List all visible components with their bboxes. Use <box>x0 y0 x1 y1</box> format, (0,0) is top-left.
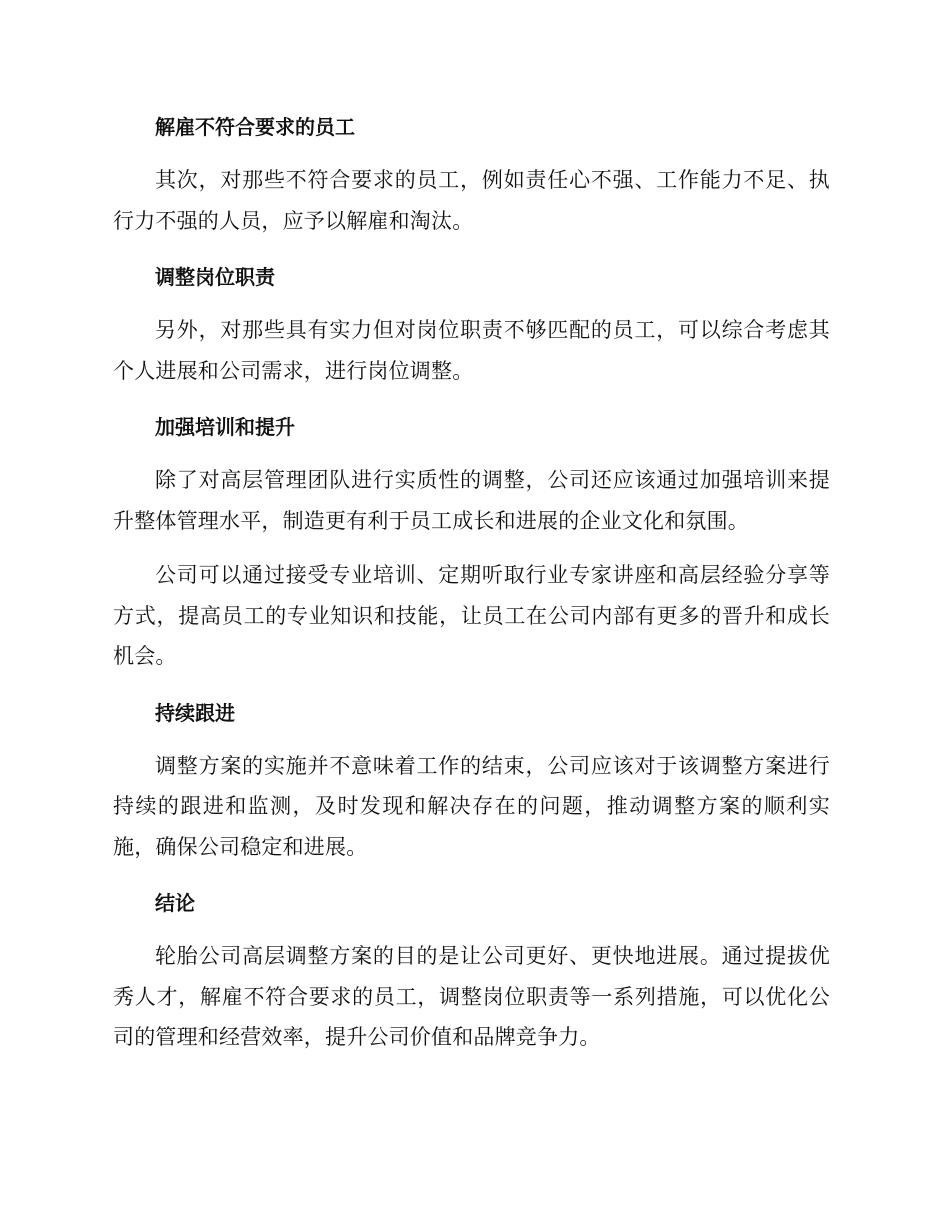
paragraph-adjust-duties: 另外，对那些具有实力但对岗位职责不够匹配的员工，可以综合考虑其个人进展和公司需求，进行岗位调整。 <box>113 318 830 383</box>
paragraph-conclusion: 轮胎公司高层调整方案的目的是让公司更好、更快地进展。通过提拔优秀人才，解雇不符合要求的员工，调整岗位职责等一系列措施，可以优化公司的管理和经营效率，提升公司价值和品牌竞争力。 <box>113 944 830 1049</box>
section-heading-adjust-duties: 调整岗位职责 <box>155 265 275 289</box>
section-heading-dismiss: 解雇不符合要求的员工 <box>155 115 355 139</box>
paragraph-training-2: 公司可以通过接受专业培训、定期听取行业专家讲座和高层经验分享等方式，提高员工的专业知识和技能，让员工在公司内部有更多的晋升和成长机会。 <box>113 563 830 668</box>
paragraph-dismiss: 其次，对那些不符合要求的员工，例如责任心不强、工作能力不足、执行力不强的人员，应予以解雇和淘汰。 <box>113 168 830 233</box>
section-heading-training: 加强培训和提升 <box>155 415 295 439</box>
section-heading-follow-up: 持续跟进 <box>155 700 235 725</box>
section-heading-conclusion: 结论 <box>155 891 195 915</box>
paragraph-training-1: 除了对高层管理团队进行实质性的调整，公司还应该通过加强培训来提升整体管理水平，制造更有利于员工成长和进展的企业文化和氛围。 <box>113 468 830 533</box>
document-body <box>113 109 830 1058</box>
paragraph-follow-up: 调整方案的实施并不意味着工作的结束，公司应该对于该调整方案进行持续的跟进和监测，及时发现和解决存在的问题，推动调整方案的顺利实施，确保公司稳定和进展。 <box>113 753 830 859</box>
